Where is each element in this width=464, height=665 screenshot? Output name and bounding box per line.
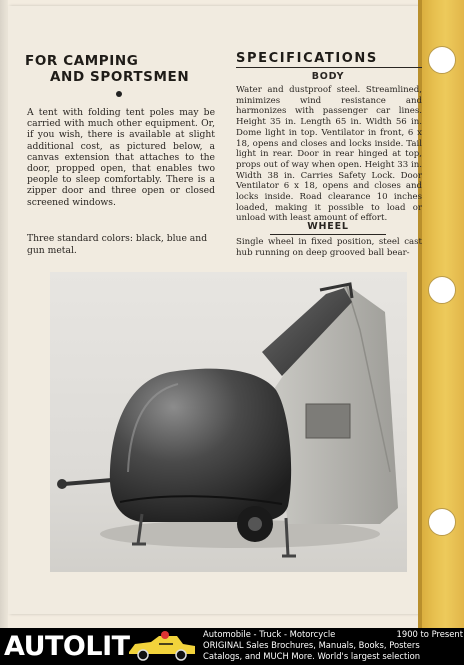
wheel-specification-text: Single wheel in fixed position, steel cast hub running on deep grooved ball bear-: [236, 237, 422, 258]
footer-banner: [0, 628, 464, 665]
body-subheading: BODY: [311, 71, 345, 82]
hitch-tongue: [64, 480, 112, 484]
tent-window: [306, 404, 350, 438]
wheel-subheading: WHEEL: [307, 221, 349, 232]
binder-hole: [428, 276, 456, 304]
footer-line-2: ORIGINAL Sales Brochures, Manuals, Books, Posters: [203, 640, 420, 650]
heading-line-2: AND SPORTSMEN: [50, 69, 190, 85]
section-heading: [25, 53, 225, 85]
binder-hole: [428, 508, 456, 536]
wheel-hub: [248, 517, 262, 531]
trailer-illustration: [50, 272, 407, 572]
heading-line-1: FOR CAMPING: [25, 53, 139, 69]
wheel-divider: [270, 234, 386, 235]
hitch-ball: [57, 479, 67, 489]
binder-hole: [428, 46, 456, 74]
body-specification-text: Water and dustproof steel. Streamlined, minimizes wind resistance and harmonizes with passenger car lines. Height 35 in. Length 65 in. Width 56 in. Dome light in top. Ventilator in front, 6 x 18, opens and closes and locks inside. Tail light in rear. Door in rear hinged at top, props out of way when open. Height 33 in. Width 38 in. Carries Safety Lock. Door Ventilator 6 x 18, opens and closes and locks inside. Road clearance 10 inches loaded, making it possible to load or unload with least amount of effort.: [236, 85, 422, 224]
car-logo-icon: [125, 630, 199, 663]
page-left-edge: [0, 0, 8, 628]
brand-logo-text[interactable]: AUTOLIT: [4, 631, 130, 662]
footer-line-1-right: 1900 to Present: [396, 629, 463, 639]
colors-paragraph: Three standard colors: black, blue and gun metal.: [27, 233, 208, 256]
footer-tagline: [203, 629, 463, 662]
camping-paragraph: A tent with folding tent poles may be carried with much other equipment. Or, if you wish, there is available at slight additional cost, as pictured below, a canvas extension that attaches to the door, propped open, that enables two people to sleep comfortably. There is a zipper door and three open or closed screened windows.: [27, 107, 215, 208]
trailer-photo: [50, 272, 407, 572]
footer-line-1-left: Automobile - Truck - Motorcycle: [203, 629, 336, 639]
footer-line-3: Catalogs, and MUCH More. World's largest selection: [203, 651, 421, 661]
bullet-dot: [116, 91, 122, 97]
specifications-title: SPECIFICATIONS: [236, 51, 422, 68]
